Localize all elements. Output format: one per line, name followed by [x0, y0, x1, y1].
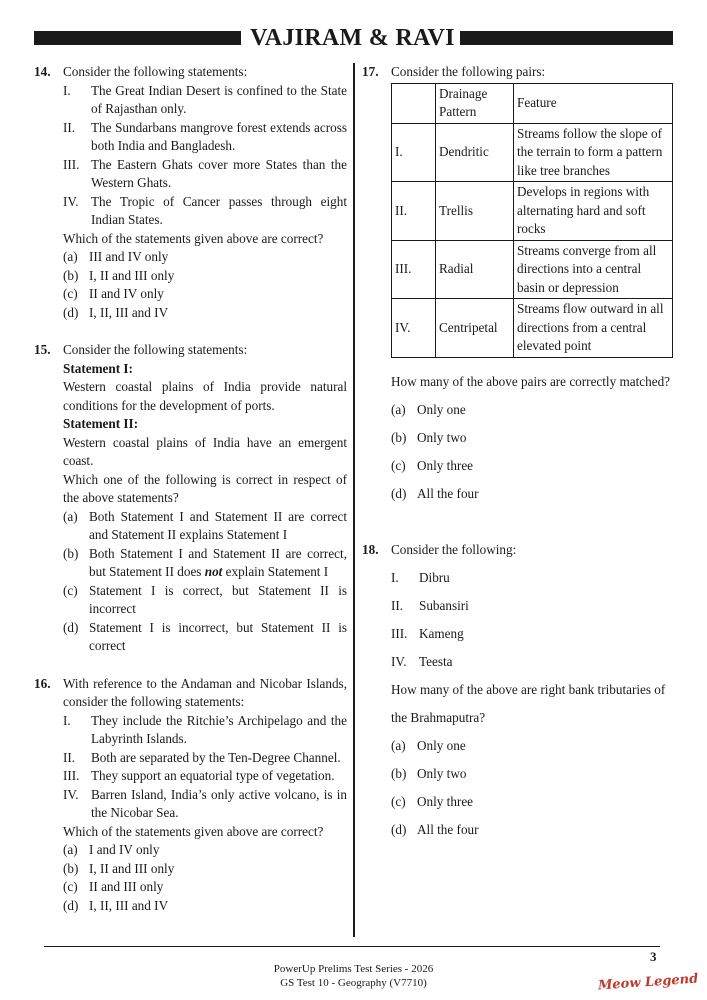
- row-feature: Streams converge from all directions into a central basin or depression: [514, 240, 673, 299]
- option-text: Both Statement I and Statement II are correct and Statement II explains Statement I: [89, 508, 347, 542]
- statement-text: The Sundarbans mangrove forest extends across both India and Bangladesh.: [91, 119, 347, 153]
- option-letter: (c): [391, 457, 406, 473]
- option-text: Only two: [417, 429, 467, 445]
- option-text: Statement I is correct, but Statement II is incorrect: [89, 582, 347, 616]
- table-row: [392, 123, 673, 182]
- question-14: [34, 63, 347, 322]
- table-header-row: [392, 83, 673, 123]
- row-pattern: Dendritic: [436, 123, 514, 182]
- item-numeral: II.: [391, 597, 404, 613]
- answer-option[interactable]: [391, 424, 676, 452]
- answer-option[interactable]: [63, 897, 347, 916]
- option-letter: (b): [63, 860, 79, 876]
- answer-option[interactable]: [63, 285, 347, 304]
- option-letter: (a): [63, 249, 78, 264]
- option-text: II and III only: [89, 879, 164, 894]
- item-numeral: I.: [391, 569, 399, 585]
- option-text-emphasis: not: [204, 564, 223, 579]
- option-letter: (b): [391, 765, 407, 781]
- option-letter: (a): [63, 842, 78, 857]
- option-letter: (a): [391, 737, 406, 753]
- item-text: Kameng: [419, 625, 464, 641]
- page-number: 3: [650, 949, 657, 964]
- question-stem: Consider the following:: [391, 541, 517, 557]
- table-row: [392, 240, 673, 299]
- footer-divider: [44, 946, 660, 947]
- question-number: 14.: [34, 64, 51, 79]
- answer-option[interactable]: [391, 452, 676, 480]
- statement-item: [63, 119, 347, 156]
- option-text: I, II, III and IV: [89, 897, 169, 913]
- option-letter: (d): [63, 304, 79, 320]
- brand-watermark: Meow Legend: [597, 971, 699, 994]
- statement-item: [63, 712, 347, 749]
- option-letter: (d): [391, 821, 407, 837]
- question-16: [34, 675, 347, 916]
- statement-text: Barren Island, India’s only active volcano, is in the Nicobar Sea.: [91, 786, 347, 820]
- drainage-pattern-table: [391, 83, 673, 358]
- statement-text: They support an equatorial type of vegetation.: [91, 768, 335, 783]
- statement-item: [63, 767, 347, 786]
- row-feature: Develops in regions with alternating hard and soft rocks: [514, 182, 673, 241]
- table-header-cell: Drainage Pattern: [436, 83, 514, 123]
- option-text: Only two: [417, 765, 467, 781]
- statement-item: [63, 193, 347, 230]
- answer-option[interactable]: [63, 304, 347, 323]
- column-divider: [353, 63, 355, 937]
- statement-text: They include the Ritchie’s Archipelago and the Labyrinth Islands.: [91, 712, 347, 746]
- statement-numeral: II.: [63, 749, 76, 765]
- answer-option[interactable]: [63, 582, 347, 619]
- list-item: [391, 564, 676, 592]
- left-column: [34, 63, 347, 915]
- option-text: Only three: [417, 793, 474, 809]
- statement-item: [63, 156, 347, 193]
- answer-option[interactable]: [63, 619, 347, 656]
- row-pattern: Trellis: [436, 182, 514, 241]
- question-stem: Consider the following pairs:: [391, 64, 546, 79]
- question-17: [362, 63, 676, 508]
- option-text: III and IV only: [89, 249, 169, 264]
- answer-option[interactable]: [391, 732, 676, 760]
- question-number: 15.: [34, 342, 51, 357]
- option-text: I and IV only: [89, 842, 160, 857]
- statement-1-label: Statement I:: [63, 360, 133, 376]
- statement-numeral: III.: [63, 156, 80, 172]
- statement-2-label: Statement II:: [63, 416, 139, 431]
- answer-option[interactable]: [391, 760, 676, 788]
- question-number: 17.: [362, 64, 379, 79]
- list-item: [391, 620, 676, 648]
- question-prompt: Which of the statements given above are correct?: [63, 230, 324, 246]
- answer-option[interactable]: [63, 841, 347, 860]
- footer-test-name: GS Test 10 - Geography (V7710): [280, 977, 427, 989]
- row-feature: Streams flow outward in all directions from a central elevated point: [514, 299, 673, 358]
- page-header: [34, 25, 673, 51]
- answer-option[interactable]: [63, 248, 347, 267]
- table-header-cell: Feature: [514, 83, 673, 123]
- option-text: Only one: [417, 737, 466, 753]
- header-title: VAJIRAM & RAVI: [250, 25, 455, 51]
- row-numeral: II.: [392, 182, 436, 241]
- answer-option[interactable]: [63, 545, 347, 582]
- table-row: [392, 182, 673, 241]
- option-text: Only three: [417, 457, 474, 473]
- option-letter: (d): [391, 485, 407, 501]
- option-letter: (a): [63, 508, 78, 524]
- answer-option[interactable]: [63, 878, 347, 897]
- question-prompt: Which of the statements given above are correct?: [63, 823, 324, 839]
- item-text: Teesta: [419, 653, 453, 669]
- row-feature: Streams follow the slope of the terrain to form a pattern like tree branches: [514, 123, 673, 182]
- statement-text: The Great Indian Desert is confined to the State of Rajasthan only.: [91, 82, 347, 116]
- question-15: [34, 341, 347, 656]
- answer-option[interactable]: [391, 816, 676, 844]
- item-numeral: IV.: [391, 653, 407, 669]
- option-text: Only one: [417, 401, 466, 417]
- option-letter: (c): [63, 286, 78, 301]
- option-letter: (d): [63, 897, 79, 913]
- row-numeral: IV.: [392, 299, 436, 358]
- option-letter: (b): [391, 429, 407, 445]
- row-pattern: Radial: [436, 240, 514, 299]
- table-header-cell: [392, 83, 436, 123]
- row-numeral: III.: [392, 240, 436, 299]
- option-letter: (c): [63, 879, 78, 894]
- option-letter: (c): [391, 793, 406, 809]
- right-column: [362, 63, 676, 844]
- statement-text: The Eastern Ghats cover more States than the Western Ghats.: [91, 156, 347, 190]
- question-number: 18.: [362, 541, 379, 557]
- statement-2-text: Western coastal plains of India have an emergent coast.: [63, 434, 347, 468]
- option-text: II and IV only: [89, 286, 164, 301]
- statement-numeral: I.: [63, 82, 71, 98]
- statement-numeral: IV.: [63, 193, 79, 209]
- option-text-post: explain Statement I: [222, 564, 329, 579]
- footer-series: PowerUp Prelims Test Series - 2026: [273, 963, 434, 975]
- item-text: Subansiri: [419, 597, 469, 613]
- answer-option[interactable]: [63, 508, 347, 545]
- answer-option[interactable]: [63, 860, 347, 879]
- option-text: Statement I is incorrect, but Statement II is correct: [89, 619, 347, 653]
- option-letter: (b): [63, 545, 79, 561]
- option-letter: (b): [63, 267, 79, 283]
- option-letter: (d): [63, 619, 79, 635]
- item-text: Dibru: [419, 569, 450, 585]
- option-text: I, II, III and IV: [89, 304, 169, 320]
- option-text: I, II and III only: [89, 860, 175, 876]
- header-bar-left: [34, 31, 241, 45]
- statement-item: [63, 786, 347, 823]
- option-letter: (c): [63, 582, 78, 598]
- answer-option[interactable]: [391, 480, 676, 508]
- statement-numeral: IV.: [63, 786, 79, 802]
- item-numeral: III.: [391, 625, 408, 641]
- statement-numeral: II.: [63, 119, 76, 135]
- question-prompt: How many of the above are right bank tributaries of the Brahmaputra?: [391, 681, 666, 725]
- option-letter: (a): [391, 401, 406, 417]
- table-row: [392, 299, 673, 358]
- question-number: 16.: [34, 675, 51, 691]
- question-prompt: Which one of the following is correct in respect of the above statements?: [63, 471, 347, 505]
- header-bar-right: [460, 31, 673, 45]
- option-text: All the four: [417, 821, 479, 837]
- row-pattern: Centripetal: [436, 299, 514, 358]
- statement-text: The Tropic of Cancer passes through eight Indian States.: [91, 193, 347, 227]
- statement-1-text: Western coastal plains of India provide natural conditions for the development of ports.: [63, 379, 347, 413]
- statement-text: Both are separated by the Ten-Degree Channel.: [91, 749, 341, 765]
- question-stem: Consider the following statements:: [63, 342, 248, 357]
- statement-item: [63, 82, 347, 119]
- list-item: [391, 592, 676, 620]
- list-item: [391, 648, 676, 676]
- answer-option[interactable]: [391, 788, 676, 816]
- option-text: I, II and III only: [89, 267, 175, 283]
- question-prompt: How many of the above pairs are correctly matched?: [391, 373, 671, 389]
- question-stem: With reference to the Andaman and Nicobar Islands, consider the following statements:: [63, 675, 347, 709]
- row-numeral: I.: [392, 123, 436, 182]
- statement-numeral: III.: [63, 768, 80, 783]
- question-stem: Consider the following statements:: [63, 64, 248, 79]
- option-text-pre: Both Statement I and Statement II are correct, but Statement II does: [89, 545, 347, 579]
- statement-numeral: I.: [63, 712, 71, 728]
- answer-option[interactable]: [63, 267, 347, 286]
- answer-option[interactable]: [391, 396, 676, 424]
- statement-item: [63, 749, 347, 768]
- option-text: All the four: [417, 485, 479, 501]
- question-18: [362, 536, 676, 844]
